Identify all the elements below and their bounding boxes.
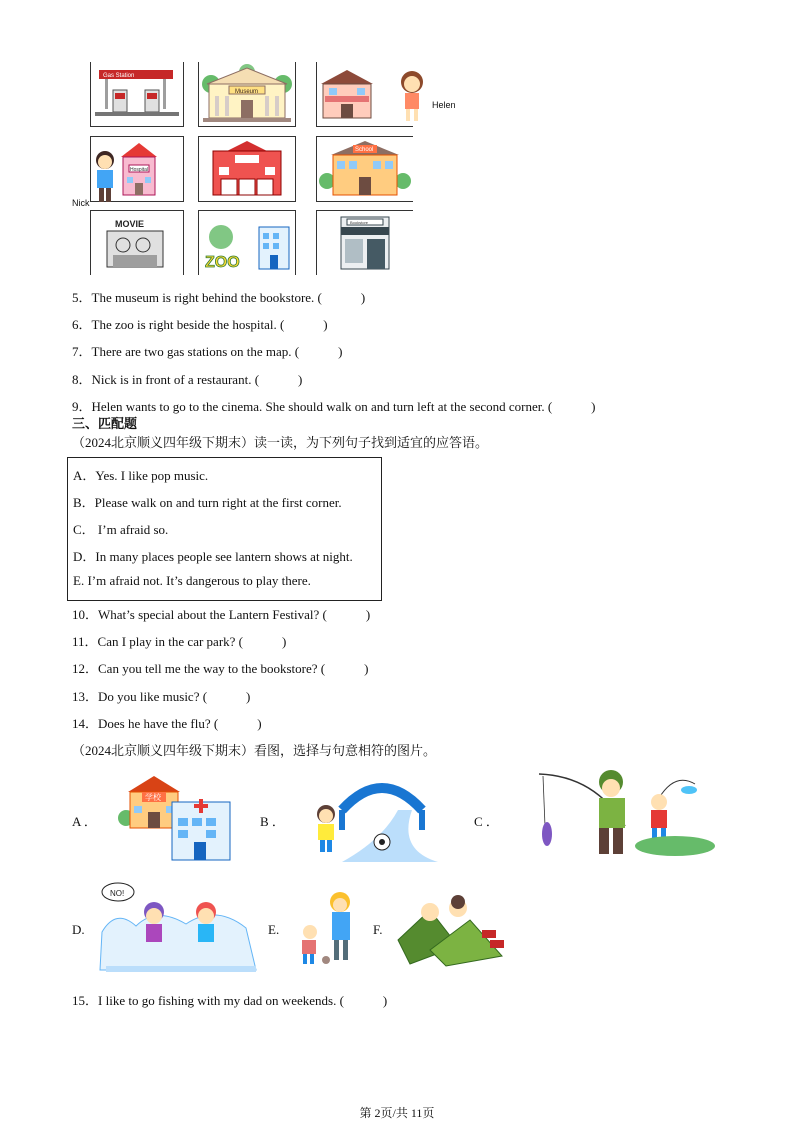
museum-icon [199, 62, 295, 126]
question-8: 8．Nick is in front of a restaurant. ( ) [72, 372, 303, 387]
picture-label-d: D. [72, 922, 85, 937]
question-6: 6．The zoo is right beside the hospital. ( ) [72, 317, 328, 332]
section-intro-1: （2024北京顺义四年级下期末）读一读，为下列句子找到适宜的应答语。 [72, 435, 489, 450]
picture-label-f: F. [373, 922, 383, 937]
svg-text:MOVIE: MOVIE [115, 219, 145, 229]
map-cell-zoo [198, 210, 296, 275]
section-intro-2: （2024北京顺义四年级下期末）看图，选择与句意相符的图片。 [72, 743, 437, 758]
svg-text:Gas Station: Gas Station [103, 73, 135, 79]
question-7: 7．There are two gas stations on the map. ( ) [72, 344, 343, 359]
section-title: 三、匹配题 [72, 416, 138, 431]
nick-label: Nick [72, 198, 90, 208]
question-14: 14．Does he have the flu? ( ) [72, 716, 262, 731]
option-e: E. I’m afraid not. It’s dangerous to play there. [73, 573, 311, 588]
page-footer: 第 2页/共 11页 [359, 1106, 435, 1120]
option-b: B．Please walk on and turn right at the first corner. [73, 495, 342, 510]
svg-text:ZOO: ZOO [205, 254, 240, 271]
map-cell-school [316, 136, 413, 202]
map-cell-fire-station [198, 136, 296, 202]
map-grid [72, 60, 456, 276]
svg-text:Bookstore: Bookstore [350, 220, 369, 225]
cinema-icon [91, 211, 183, 275]
helen-label: Helen [432, 100, 456, 110]
zongzi-icon [390, 890, 510, 970]
question-9: 9．Helen wants to go to the cinema. She should walk on and turn left at the second corner. ( ) [72, 399, 596, 414]
fire-station-icon [199, 137, 295, 201]
svg-text:学校: 学校 [145, 793, 161, 802]
question-10: 10．What’s special about the Lantern Festival? ( ) [72, 607, 371, 622]
map-cell-bookstore [316, 210, 413, 275]
nick-figure-icon [90, 148, 120, 208]
picture-label-b: B ． [260, 814, 285, 829]
map-cell-gas-station [90, 62, 184, 127]
map-cell-museum [198, 62, 296, 127]
question-13: 13．Do you like music? ( ) [72, 689, 251, 704]
question-5: 5．The museum is right behind the bookstore. ( ) [72, 290, 366, 305]
school-hospital-icon [118, 772, 234, 862]
mother-child-icon [294, 890, 364, 970]
picture-label-e: E. [268, 922, 280, 937]
bookstore-icon [317, 211, 413, 275]
svg-text:School: School [355, 147, 374, 153]
question-15: 15．I like to go fishing with my dad on weekends. ( ) [72, 993, 388, 1008]
school-icon [317, 137, 413, 201]
option-c: C． I’m afraid so. [73, 522, 169, 537]
question-11: 11．Can I play in the car park? ( ) [72, 634, 287, 649]
zoo-icon [199, 211, 295, 275]
svg-text:Hospital: Hospital [130, 167, 149, 173]
picture-label-c: C ． [474, 814, 499, 829]
fishing-icon [535, 766, 721, 862]
picture-label-a: A ． [72, 814, 97, 829]
map-cell-cinema [90, 210, 184, 275]
option-d: D．In many places people see lantern shows at night. [73, 549, 353, 564]
question-12: 12．Can you tell me the way to the bookstore? ( ) [72, 661, 369, 676]
ice-skating-icon [96, 878, 262, 978]
gas-station-icon [91, 62, 183, 126]
option-a: A．Yes. I like pop music. [73, 468, 209, 483]
helen-figure-icon [398, 68, 430, 124]
svg-text:NO!: NO! [110, 889, 125, 898]
svg-text:Museum: Museum [235, 89, 259, 95]
bridge-football-icon [302, 770, 442, 862]
